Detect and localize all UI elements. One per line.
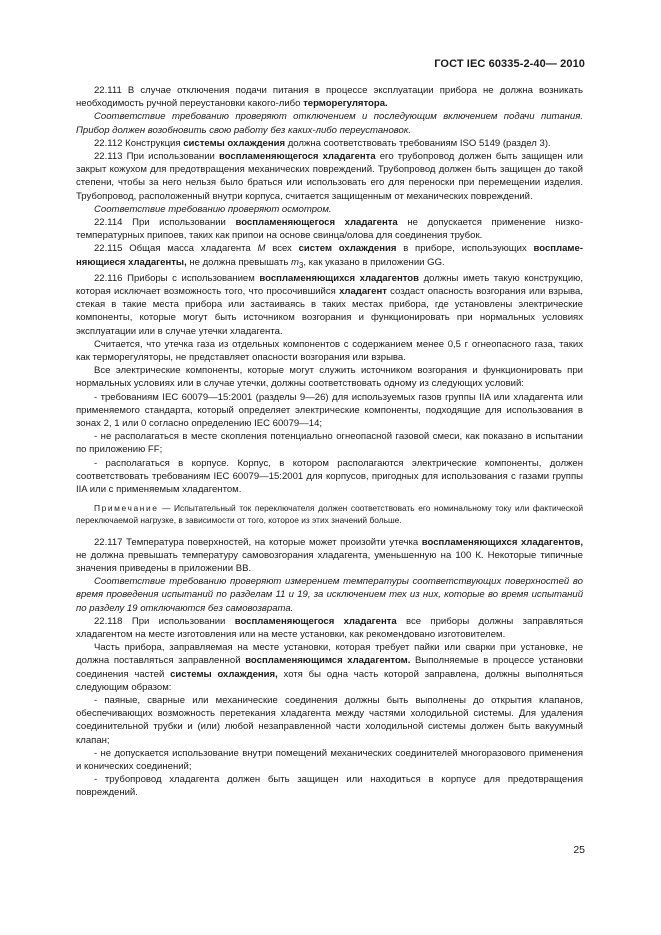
body-paragraph [76,694,583,747]
text-run: 22.112 Конструкция [94,137,184,149]
text-run: 22.113 При использовании [94,151,219,163]
text-run: Соответствие требованию проверяют осмотром. [94,203,332,215]
body-paragraph [76,536,583,576]
text-run: воспламеняющимся хладагентом. [245,655,411,667]
text-run: воспламеняющегося хладагента [234,615,397,627]
body-paragraph [76,430,583,456]
text-run: Считается, что утечка газа из отдельных компонентов с содержанием менее 0,5 г огнеопасного газа, таких как терморегуляторы, не представляет опасности возгорания или взрыва. [76,338,583,363]
text-run: 22.115 Общая масса хладагента [94,243,258,255]
document-code-header: ГОСТ IEC 60335-2-40— 2010 [434,58,585,70]
body-paragraph [76,773,583,799]
text-run: терморегулятора. [303,98,388,110]
text-run: систем охлаждения [298,243,397,255]
text-run: Соответствие требованию проверяют отключением и последующим включением подачи питания. Прибор должен возобновить свою работу без каких-либо переустановок. [76,111,583,136]
text-run: - не допускается использование внутри помещений механических соединителей многоразового применения и конических соединений; [76,747,583,773]
text-run: - паяные, сварные или механические соединения должны быть выполнены до открытия клапанов, обеспечивающих возможность перетекания хладагента между частями холодильной системы. Для удаления соединительной трубки и (или) любой незаправленной части холодильной системы должен быть вакуумный клапан; [76,695,583,746]
text-run: , как указано в приложении GG. [303,256,445,268]
text-run: - не располагаться в месте скопления потенциально огнеопасной газовой смеси, как показано в испытании по приложению FF; [76,431,583,456]
text-run: - трубопровод хладагента должен быть защищен или находиться в корпусе для предотвращения повреждений. [76,774,583,799]
body-paragraph [76,203,583,216]
text-run: 22.117 Температура поверхностей, на которые может произойти утечка [94,536,422,548]
text-run: - располагаться в корпусе. Корпус, в котором располагаются электрические компоненты, должен соответствовать требованиям IEC 60079—15:2001 для корпусов, пригодных для использования с газами группы IIA или с применяемым хладагентом. [76,457,583,495]
text-run: 22.116 Приборы с использованием [94,272,260,284]
text-run: должна соответствовать требованиям ISO 5149 (раздел 3). [285,137,551,149]
text-run: хотя бы одна часть которой заправлена, должны выполняться следующим образом: [76,668,583,693]
text-run: M [257,243,266,255]
body-paragraph [76,242,583,271]
body-paragraph [76,615,583,641]
text-run: Соответствие требованию проверяют измерением температуры соответствующих поверхностей во время проведения испытаний по разделам 11 и 19, за исключением тех из них, которые во время испытаний по разделу 19 отключаются без самовозврата. [76,576,583,614]
text-run: должны иметь такую конструкцию, которая исключает возможность того, что просочившийся [76,272,583,297]
text-run: воспламеняющиеся хладагенты, [76,243,583,268]
text-run: не должна превышать [186,256,291,268]
document-body [76,84,583,800]
body-paragraph [76,338,583,364]
text-run: системы охлаждения [183,137,286,149]
body-paragraph [76,216,583,242]
body-paragraph [76,84,583,110]
body-paragraph [76,137,583,150]
body-paragraph [76,110,583,136]
text-run: воспламеняющегося хладагента [235,217,398,229]
text-run: 22.111 В случае отключения подачи питания в процессе эксплуатации прибора не должна возникать необходимость ручной переустановки какого-либо [76,85,583,110]
body-paragraph [76,641,583,694]
body-paragraph [76,364,583,390]
text-run: все приборы должны заправляться хладагентом на месте изготовления или на месте установки, как рекомендовано изготовителем. [76,615,583,641]
text-run: m [290,256,299,268]
text-run: его трубопровод должен быть защищен или закрыт кожухом для предотвращения механических повреждений. Трубопровод должен быть защищен до такой степени, чтобы за него нельзя было браться или использовать его для переноски при перемещении изделия. Трубопровод, расположенный внутри корпуса, считается защищенным от механических повреждений. [76,151,583,202]
text-run: хладагент [339,285,387,297]
text-run: Выполняемые в процессе установки соединения частей [76,655,583,680]
body-paragraph [76,391,583,431]
note-paragraph [76,502,583,526]
page-number: 25 [573,844,585,856]
text-run: не допускается применение низкотемпературных припоев, таких как припои на основе свинца/олова для соединения трубок. [76,217,583,242]
body-paragraph [76,150,583,203]
text-run: системы охлаждения, [170,668,278,680]
text-run: Часть прибора, заправляемая на месте установки, которая требует пайки или сварки при установке, не должна поставляться заправленной [76,642,583,667]
body-paragraph [76,272,583,338]
text-run: 3 [298,260,304,270]
text-run: воспламеняющегося хладагента [218,151,376,163]
text-run: — Испытательный ток переключателя должен соответствовать его номинальному току или фактической переключаемой нагрузке, в зависимости от того, которое из этих значений больше. [76,503,583,526]
body-paragraph [76,747,583,773]
text-run: Примечание [94,503,159,514]
text-run: 22.114 При использовании [94,217,236,229]
text-run: не должна превышать температуру самовозгорания хладагента, уменьшенную на 100 К. Некоторые типичные значения приведены в приложении ВВ. [76,549,583,575]
text-run: воспламеняющихся хладагентов, [421,536,583,548]
text-run: Все электрические компоненты, которые могут служить источником возгорания и функционировать при нормальных условиях или в случае утечки, должны соответствовать одному из следующих условий: [76,365,583,390]
text-run: в приборе, использующих [396,243,534,255]
body-paragraph [76,457,583,497]
text-run: 22.118 При использовании [94,615,235,627]
text-run: воспламеняющихся хладагентов [259,272,419,284]
text-run: всех [265,243,299,255]
text-run: - требованиям IEC 60079—15:2001 (разделы 9—26) для используемых газов группы IIA или хладагента или применяемого стандарта, который определяет электрические компоненты, подходящие для использования в зонах 2, 1 или 0 согласно определению IEC 60079—14; [76,391,583,429]
text-run: создаст опасность возгорания или взрыва, стекая в такие места прибора или застаиваясь в таких местах прибора, где установлены электрические компоненты, которые могут быть источником возгорания и функционировать при нормальных условиях эксплуатации или в случае утечки хладагента. [76,285,583,337]
body-paragraph [76,575,583,615]
